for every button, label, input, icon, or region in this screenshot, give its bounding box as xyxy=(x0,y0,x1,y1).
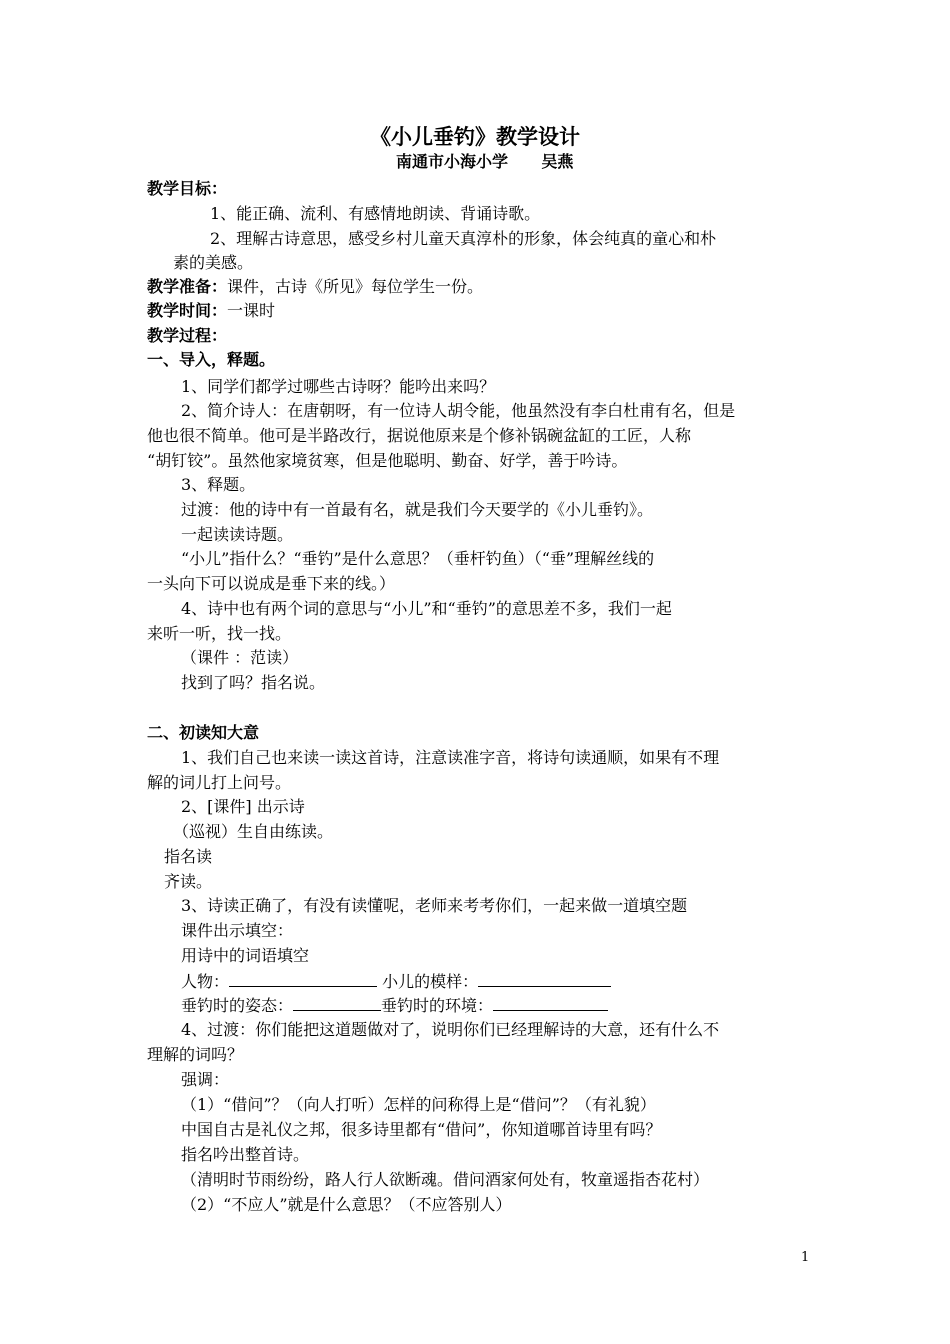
section1-heading: 一、导入，释题。 xyxy=(147,350,276,369)
document-title: 《小儿垂钓》教学设计 xyxy=(370,125,580,149)
blank-underline xyxy=(493,995,608,1011)
section2-line: （清明时节雨纷纷，路人行人欲断魂。借问酒家何处有，牧童遥指杏花村） xyxy=(181,1170,710,1189)
section2-line: 用诗中的词语填空 xyxy=(181,946,310,965)
section2-line: 课件出示填空： xyxy=(181,921,294,940)
fill-label-environment: 垂钓时的环境： xyxy=(381,996,494,1015)
section1-line: （课件 ：范读） xyxy=(181,648,299,667)
section1-line: 一起读读诗题。 xyxy=(181,525,294,544)
section2-line: 指名吟出整首诗。 xyxy=(181,1145,310,1164)
author-line: 南通市小海小学 吴燕 xyxy=(396,152,574,171)
section2-line: 解的词儿打上问号。 xyxy=(147,773,292,792)
time-value: 一课时 xyxy=(227,301,276,320)
time-label: 教学时间： xyxy=(147,301,228,320)
fill-label-appearance: 小儿的模样： xyxy=(377,972,479,991)
time-line xyxy=(147,301,275,321)
section1-line: “小儿”指什么？“垂钓”是什么意思？（垂杆钓鱼）（“垂”理解丝线的 xyxy=(181,549,655,568)
section1-line: 找到了吗？指名说。 xyxy=(181,673,326,692)
section2-heading: 二、初读知大意 xyxy=(147,723,260,742)
section2-line: 4、过渡：你们能把这道题做对了，说明你们已经理解诗的大意，还有什么不 xyxy=(181,1020,720,1039)
goal-item-2-cont: 素的美感。 xyxy=(173,253,254,272)
section2-line: 中国自古是礼仪之邦，很多诗里都有“借问”，你知道哪首诗里有吗？ xyxy=(181,1120,662,1139)
section1-line: 3、释题。 xyxy=(181,475,256,494)
section2-line: 齐读。 xyxy=(164,872,213,891)
fill-label-posture: 垂钓时的姿态： xyxy=(181,996,294,1015)
section1-line: 1、同学们都学过哪些古诗呀？能吟出来吗？ xyxy=(181,377,496,396)
section1-line: 一头向下可以说成是垂下来的线。） xyxy=(147,574,396,593)
section2-line: 1、我们自己也来读一读这首诗，注意读准字音，将诗句读通顺，如果有不理 xyxy=(181,748,720,767)
section1-line: 来听一听，找一找。 xyxy=(147,624,292,643)
blank-underline xyxy=(478,971,611,987)
blank-underline xyxy=(229,971,377,987)
section2-line: （巡视）生自由练读。 xyxy=(173,822,334,841)
section2-line: （1）“借问”？（向人打听）怎样的问称得上是“借问”？（有礼貌） xyxy=(181,1095,656,1114)
section2-line: 强调： xyxy=(181,1070,230,1089)
goal-item-1: 1、能正确、流利、有感情地朗读、背诵诗歌。 xyxy=(210,204,541,223)
prep-value: 课件，古诗《所见》每位学生一份。 xyxy=(227,277,484,296)
fill-blank-line-2 xyxy=(181,995,608,1016)
goals-label: 教学目标： xyxy=(147,179,228,198)
fill-label-person: 人物： xyxy=(181,972,230,991)
fill-blank-line-1 xyxy=(181,971,611,992)
prep-label: 教学准备： xyxy=(147,277,228,296)
section2-line: 指名读 xyxy=(164,847,213,866)
section1-line: 他也很不简单。他可是半路改行，据说他原来是个修补锅碗盆缸的工匠，人称 xyxy=(147,426,692,445)
section2-line: 2、[课件] 出示诗 xyxy=(181,797,305,816)
section1-line: 4、诗中也有两个词的意思与“小儿”和“垂钓”的意思差不多，我们一起 xyxy=(181,599,672,618)
page-number: 1 xyxy=(801,1250,810,1265)
section2-line: 理解的词吗？ xyxy=(147,1045,244,1064)
goal-item-2: 2、理解古诗意思，感受乡村儿童天真淳朴的形象，体会纯真的童心和朴 xyxy=(210,229,717,248)
blank-underline xyxy=(293,995,381,1011)
section2-line: 3、诗读正确了，有没有读懂呢，老师来考考你们，一起来做一道填空题 xyxy=(181,896,688,915)
section1-line: “胡钉铰”。虽然他家境贫寒，但是他聪明、勤奋、好学，善于吟诗。 xyxy=(147,451,628,470)
prep-line xyxy=(147,277,483,297)
section1-line: 过渡：他的诗中有一首最有名，就是我们今天要学的《小儿垂钓》。 xyxy=(181,500,654,519)
section2-line: （2）“不应人”就是什么意思？（不应答别人） xyxy=(181,1195,512,1214)
section1-line: 2、简介诗人：在唐朝呀，有一位诗人胡令能，他虽然没有李白杜甫有名，但是 xyxy=(181,401,736,420)
process-label: 教学过程： xyxy=(147,326,228,345)
